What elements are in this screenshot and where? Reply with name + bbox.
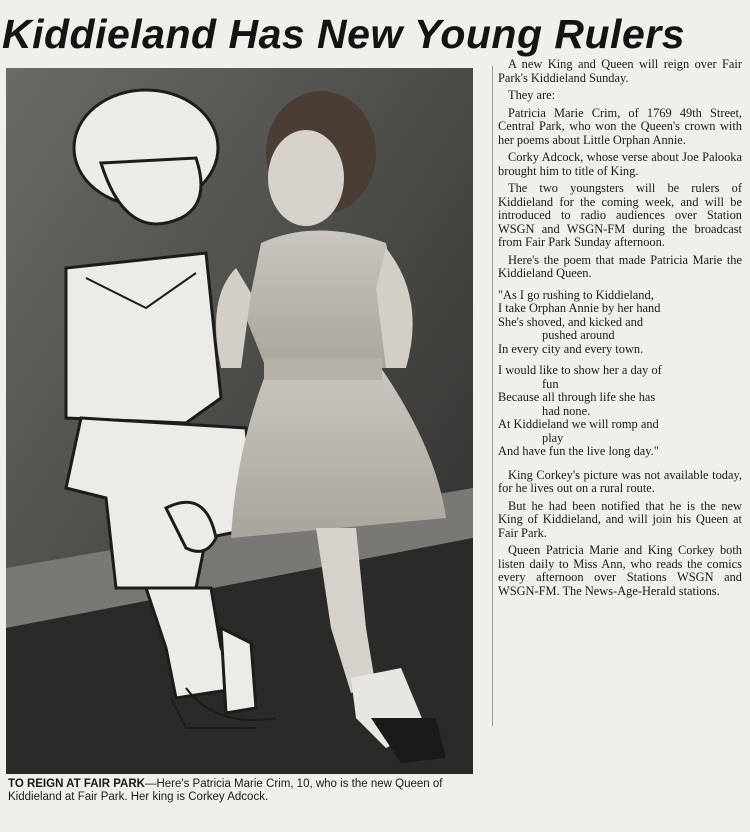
- poem-line: I would like to show her a day of: [498, 363, 662, 377]
- poem-line: play: [542, 430, 564, 445]
- caption-text: —Here's Patricia Marie Crim, 10, who is the new Queen of Kiddieland at Fair Park. Her king is Corkey Adcock.: [8, 778, 443, 803]
- poem-line: I take Orphan Annie by her hand: [498, 301, 661, 315]
- photo-caption: [8, 778, 474, 804]
- poem-line: pushed around: [542, 328, 615, 342]
- article-paragraph: Patricia Marie Crim, of 1769 49th Street, Central Park, who won the Queen's crown with her poems about Little Orphan Annie.: [498, 105, 742, 147]
- headline: Kiddieland Has New Young Rulers: [2, 11, 686, 57]
- column-divider: [492, 66, 493, 726]
- article-paragraph: King Corkey's picture was not available today, for he lives out on a rural route.: [498, 467, 742, 495]
- article-paragraph: Queen Patricia Marie and King Corkey both listen daily to Miss Ann, who reads the comics every afternoon over Stations WSGN and WSGN-FM. The News-Age-Herald stations.: [498, 543, 742, 598]
- news-photo: [6, 68, 473, 774]
- poem-line: fun: [542, 376, 559, 391]
- article-paragraph: But he had been notified that he is the new King of Kiddieland, and will join his Queen at Fair Park.: [498, 498, 742, 540]
- article-paragraph: Corky Adcock, whose verse about Joe Palooka brought him to title of King.: [498, 150, 742, 178]
- article-paragraph: The two youngsters will be rulers of Kiddieland for the coming week, and will be introduced to radio audiences over Station WSGN and WSGN-FM during the broadcast from Fair Park Sunday afternoon.: [498, 181, 742, 249]
- poem-line: Because all through life she has: [498, 390, 656, 404]
- caption-lead: TO REIGN AT FAIR PARK: [8, 778, 145, 790]
- poem-line: And have fun the live long day.": [498, 444, 659, 458]
- article-paragraph: Here's the poem that made Patricia Marie the Kiddieland Queen.: [498, 252, 742, 280]
- poem-line: "As I go rushing to Kiddieland,: [498, 287, 654, 302]
- poem: [498, 289, 742, 459]
- article-column: [498, 58, 742, 602]
- poem-stanza: [498, 289, 742, 357]
- photo-illustration: [6, 68, 473, 774]
- article-paragraph: They are:: [508, 88, 556, 102]
- article-paragraph: A new King and Queen will reign over Fair Park's Kiddieland Sunday.: [498, 57, 742, 85]
- poem-stanza: [498, 364, 742, 459]
- poem-line: At Kiddieland we will romp and: [498, 417, 659, 431]
- poem-line: She's shoved, and kicked and: [498, 314, 644, 329]
- poem-line: In every city and every town.: [498, 341, 644, 356]
- poem-line: had none.: [542, 403, 591, 418]
